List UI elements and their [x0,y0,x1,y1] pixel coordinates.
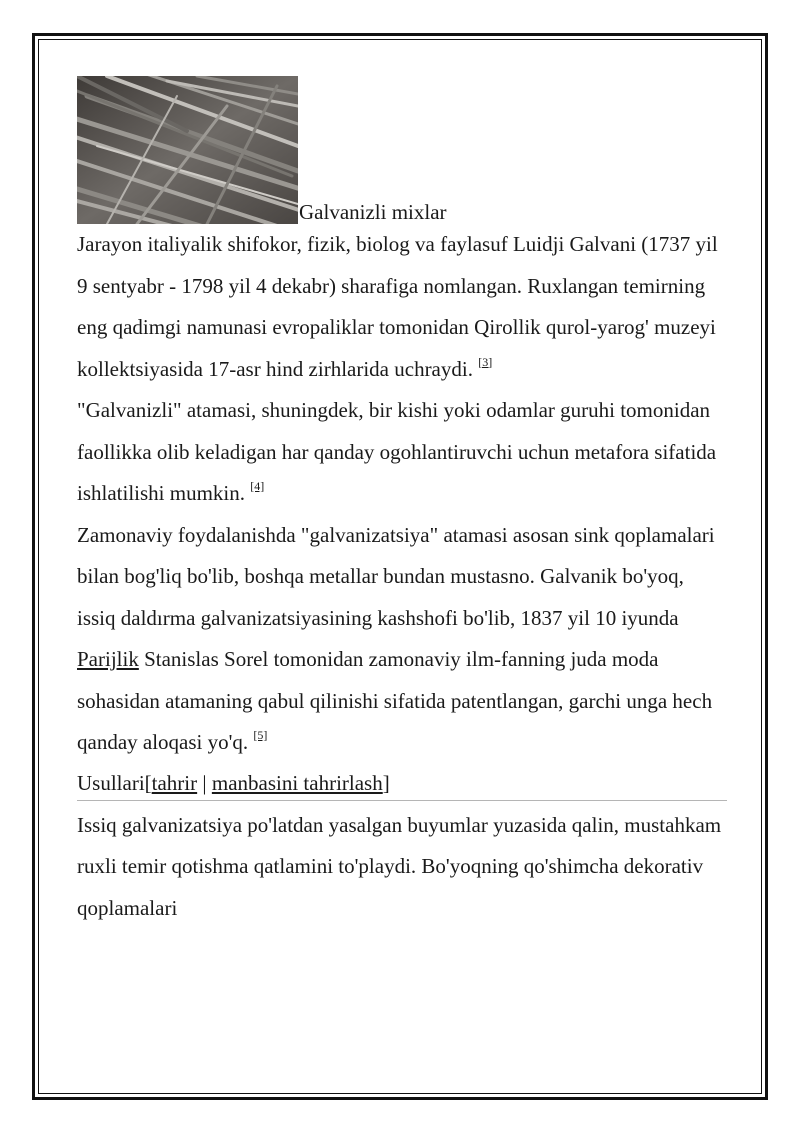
parijlik-link[interactable]: Parijlik [77,647,139,671]
paragraph-3-text-start: Zamonaviy foydalanishda "galvanizatsiya" atamasi asosan sink qoplamalari bilan bog'liq bo'lib, boshqa metallar bundan mustasno. Galvanik bo'yoq, issiq daldırma galvanizatsiyasining kashshofi bo'lib, 1837 yil 10 iyunda [77,522,715,630]
reference-link-3[interactable]: [3] [478,354,493,369]
edit-link[interactable]: tahrir [151,770,198,795]
paragraph-1-text: Jarayon italiyalik shifokor, fizik, biolog va faylasuf Luidji Galvani (1737 yil 9 sentyabr - 1798 yil 4 dekabr) sharafiga nomlangan. Ruxlangan temirning eng qadimgi namunasi evropaliklar tomonidan Qirollik qurol-yarog' muzeyi kollektsiyasida 17-asr hind zirhlarida uchraydi. [77,232,718,381]
reference-link-4[interactable]: [4] [250,479,265,493]
paragraph-2-text: "Galvanizli" atamasi, shuningdek, bir kishi yoki odamlar guruhi tomonidan faollikka olib keladigan har qanday ogohlantiruvchi uchun metafora sifatida ishlatilishi mumkin. [77,398,717,505]
paragraph-3 [77,515,727,764]
section-heading [77,764,727,801]
paragraph-3-text-end: Stanislas Sorel tomonidan zamonaviy ilm-fanning juda moda sohasidan atamaning qabul qilinishi sifatida patentlangan, garchi unga hech qanday aloqasi yo'q. [77,647,713,754]
figure-caption: Galvanizli mixlar [299,200,447,224]
galvanized-nails-photo[interactable] [77,76,298,224]
edit-source-link[interactable]: manbasini tahrirlash [211,770,383,795]
reference-link-5[interactable]: [5] [253,728,268,742]
section-title: Usullari [77,770,145,795]
edit-separator: | [197,770,212,795]
paragraph-4: Issiq galvanizatsiya po'latdan yasalgan buyumlar yuzasida qalin, mustahkam ruxli temir qotishma qatlamini to'playdi. Bo'yoqning qo'shimcha dekorativ qoplamalari [77,812,722,920]
paragraph-1 [77,224,727,390]
figure [77,76,727,224]
article-content [77,76,727,929]
edit-bracket-close: ] [382,770,390,795]
paragraph-2 [77,390,727,515]
edit-bracket-open: [ [144,770,152,795]
